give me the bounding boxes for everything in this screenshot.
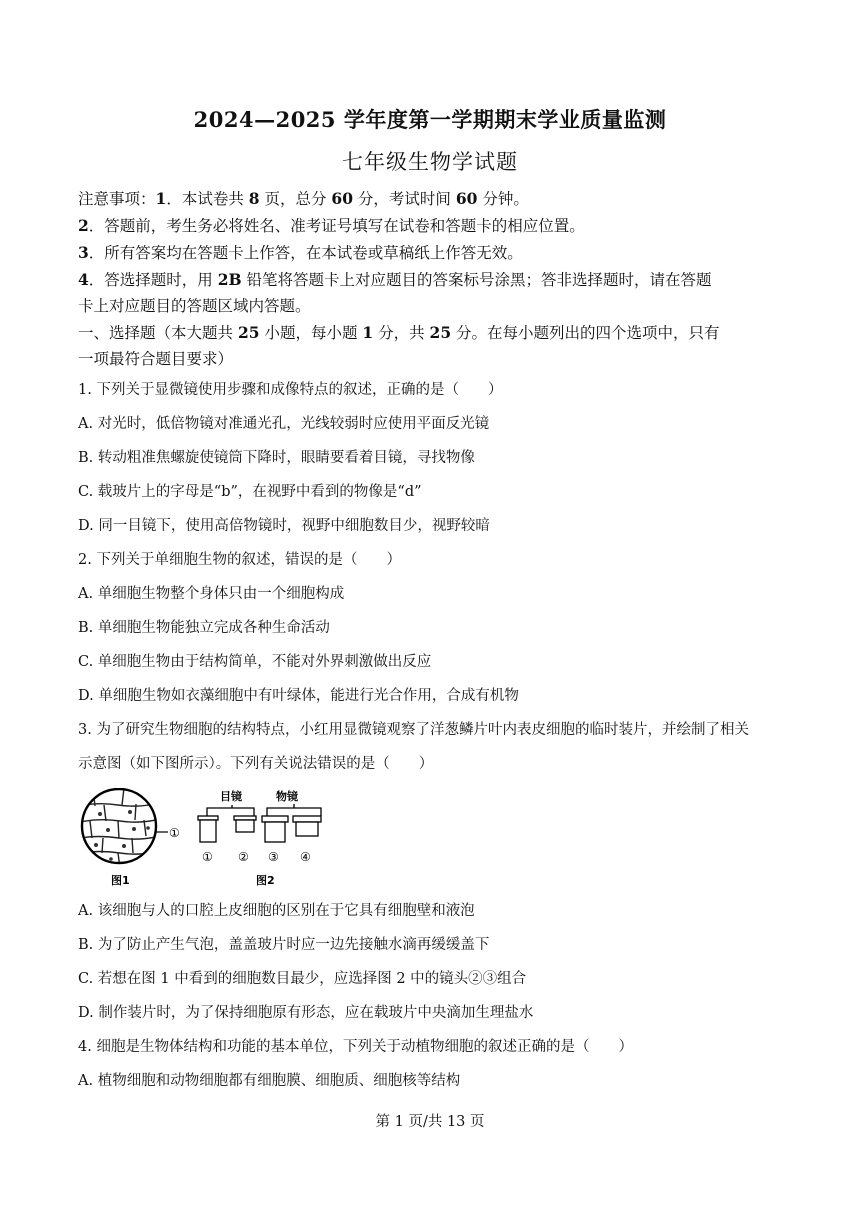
question-2-option-b: B. 单细胞生物能独立完成各种生命活动	[78, 620, 330, 636]
page-footer: 第 1 页/共 13 页	[375, 1114, 485, 1130]
question-2-option-c: C. 单细胞生物由于结构简单，不能对外界刺激做出反应	[78, 654, 432, 670]
note-2	[78, 215, 798, 237]
question-1-option-d: D. 同一目镜下，使用高倍物镜时，视野中细胞数目少，视野较暗	[78, 518, 490, 534]
lens-number-4: ④	[300, 850, 311, 864]
question-2-option-a: A. 单细胞生物整个身体只由一个细胞构成	[78, 586, 345, 602]
figure-2-lenses	[198, 789, 321, 887]
section-1-each: 1	[362, 323, 374, 342]
note-3	[78, 242, 798, 264]
question-3-option-d: D. 制作装片时，为了保持细胞原有形态，应在载玻片中央滴加生理盐水	[78, 1005, 534, 1021]
question-1-option-a: A. 对光时，低倍物镜对准通光孔，光线较弱时应使用平面反光镜	[78, 416, 490, 432]
section-1-heading-line-2: 一项最符合题目要求）	[78, 350, 234, 368]
question-2-stem: 2. 下列关于单细胞生物的叙述，错误的是（ ）	[78, 552, 401, 568]
note-4	[78, 269, 798, 291]
question-1-stem: 1. 下列关于显微镜使用步骤和成像特点的叙述，正确的是（ ）	[78, 382, 503, 398]
exam-title: 2024—2025 学年度第一学期期末学业质量监测	[193, 107, 667, 132]
note-1-text-b: 页，总分	[259, 190, 332, 208]
question-2-option-d: D. 单细胞生物如衣藻细胞中有叶绿体，能进行光合作用，合成有机物	[78, 688, 519, 704]
section-1-count: 25	[237, 323, 260, 342]
section-1-text-d: 分。在每小题列出的四个选项中，只有	[451, 324, 720, 342]
question-1-option-c: C. 载玻片上的字母是“b”，在视野中看到的物像是“d”	[78, 484, 422, 500]
lens-3-objective-long	[262, 816, 288, 842]
microscope-figure	[78, 788, 338, 888]
note-1-score: 60	[331, 189, 353, 208]
note-3-text: ．所有答案均在答题卡上作答，在本试卷或草稿纸上作答无效。	[88, 244, 523, 262]
exam-subtitle: 七年级生物学试题	[342, 150, 518, 174]
figure-1-label: 图1	[111, 874, 130, 887]
eyepiece-label: 目镜	[220, 790, 242, 803]
lens-number-2: ②	[238, 850, 249, 864]
note-2-text: ．答题前，考生务必将姓名、准考证号填写在试卷和答题卡的相应位置。	[88, 217, 585, 235]
section-1-text-a: 一、选择题（本大题共	[78, 324, 238, 342]
note-1-text-a: ．本试卷共	[166, 190, 249, 208]
note-1-text-c: 分，考试时间	[352, 190, 456, 208]
note-4-number: 4	[78, 270, 89, 289]
question-3-option-a: A. 该细胞与人的口腔上皮细胞的区别在于它具有细胞壁和液泡	[78, 903, 475, 919]
note-1-pages: 8	[248, 189, 260, 208]
lens-number-3: ③	[268, 850, 279, 864]
note-4-text-b: 铅笔将答题卡上对应题目的答案标号涂黑；答非选择题时，请在答题	[241, 271, 712, 289]
lens-number-1: ①	[202, 850, 213, 864]
note-1-text-d: 分钟。	[477, 190, 529, 208]
question-1-option-b: B. 转动粗准焦螺旋使镜筒下降时，眼睛要看着目镜，寻找物像	[78, 450, 475, 466]
note-2-number: 2	[78, 216, 89, 235]
figure-1-marker: ①	[169, 826, 180, 840]
section-1-heading	[78, 322, 798, 344]
question-3-stem-line-2: 示意图（如下图所示）。下列有关说法错误的是（ ）	[78, 756, 434, 772]
note-1-number: 1	[155, 189, 167, 208]
section-1-total: 25	[429, 323, 452, 342]
question-4-option-a: A. 植物细胞和动物细胞都有细胞膜、细胞质、细胞核等结构	[78, 1073, 461, 1089]
note-4-line-2: 卡上对应题目的答题区域内答题。	[78, 297, 311, 315]
figure-1-cell-view	[80, 788, 180, 887]
question-3-option-c: C. 若想在图 1 中看到的细胞数目最少，应选择图 2 中的镜头②③组合	[78, 971, 527, 987]
question-4-stem: 4. 细胞是生物体结构和功能的基本单位，下列关于动植物细胞的叙述正确的是（ ）	[78, 1039, 633, 1055]
lens-2-eyepiece-short	[234, 816, 256, 832]
notes-label: 注意事项：	[78, 190, 156, 208]
note-1-time: 60	[455, 189, 478, 208]
note-4-pencil: 2B	[217, 270, 242, 289]
question-3-stem-line-1: 3. 为了研究生物细胞的结构特点，小红用显微镜观察了洋葱鳞片叶内表皮细胞的临时装片，并绘制了相关	[78, 722, 749, 738]
section-1-text-c: 分，共	[373, 324, 430, 342]
question-3-option-b: B. 为了防止产生气泡，盖盖玻片时应一边先接触水滴再缓缓盖下	[78, 937, 490, 953]
lens-4-objective-short	[293, 816, 321, 836]
note-4-text-a: ．答选择题时，用	[88, 271, 218, 289]
objective-label: 物镜	[276, 790, 298, 803]
figure-2-label: 图2	[256, 874, 275, 887]
section-1-text-b: 小题，每小题	[259, 324, 363, 342]
note-1	[78, 188, 798, 210]
lens-1-eyepiece-long	[198, 816, 218, 842]
note-3-number: 3	[78, 243, 89, 262]
